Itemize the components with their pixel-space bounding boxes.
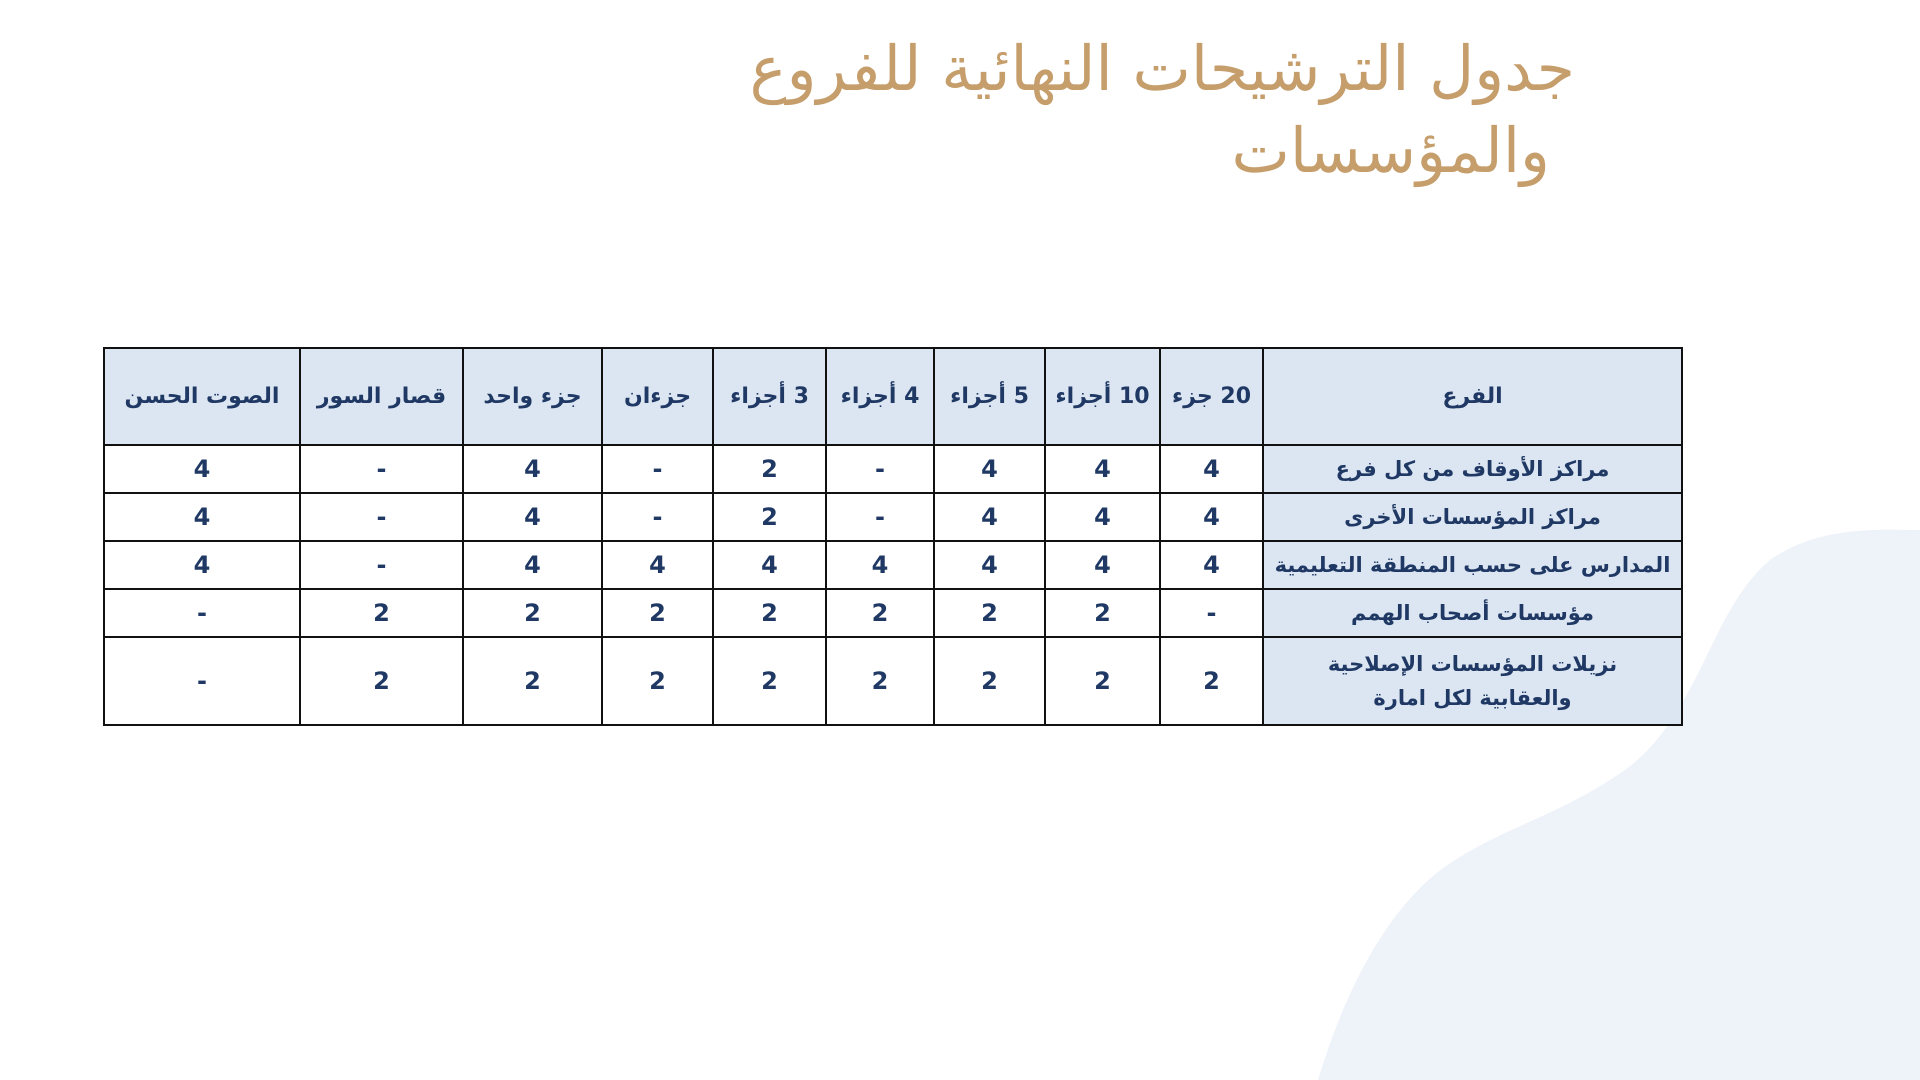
table-cell: 2 <box>300 637 463 725</box>
branch-label: مؤسسات أصحاب الهمم <box>1351 601 1594 625</box>
table-cell: - <box>300 493 463 541</box>
column-header-short-surahs: قصار السور <box>300 348 463 445</box>
table-cell: 4 <box>104 493 300 541</box>
column-header-branch: الفرع <box>1263 348 1682 445</box>
table-cell: 4 <box>463 493 602 541</box>
column-header-good-voice: الصوت الحسن <box>104 348 300 445</box>
table-cell: 2 <box>1045 637 1160 725</box>
table-row <box>104 637 1682 725</box>
branch-label: مراكز الأوقاف من كل فرع <box>1335 457 1610 481</box>
table-cell: 2 <box>713 445 826 493</box>
table-cell: 2 <box>602 637 713 725</box>
table-cell: 4 <box>104 445 300 493</box>
branch-label-line-1: نزيلات المؤسسات الإصلاحية <box>1327 652 1618 676</box>
table-cell: - <box>1160 589 1263 637</box>
page-title <box>675 28 1575 192</box>
table-cell: - <box>602 445 713 493</box>
table-cell: 4 <box>463 541 602 589</box>
table-cell-branch <box>1263 445 1682 493</box>
table-cell: - <box>300 541 463 589</box>
column-header-20-parts: 20 جزء <box>1160 348 1263 445</box>
table-row <box>104 493 1682 541</box>
table-cell: 2 <box>826 589 934 637</box>
table-cell: 2 <box>826 637 934 725</box>
table-cell: 4 <box>1045 493 1160 541</box>
table-cell: 4 <box>1045 541 1160 589</box>
column-header-5-parts: 5 أجزاء <box>934 348 1045 445</box>
table-cell: 4 <box>463 445 602 493</box>
table-cell: - <box>300 445 463 493</box>
table-header-row <box>104 348 1682 445</box>
table-cell: - <box>602 493 713 541</box>
table-cell: 2 <box>1160 637 1263 725</box>
branch-label: مراكز المؤسسات الأخرى <box>1344 505 1601 529</box>
table-cell: 4 <box>1045 445 1160 493</box>
page-title-line-1: جدول الترشيحات النهائية للفروع <box>749 32 1575 105</box>
table-cell: 2 <box>713 637 826 725</box>
table-cell: 4 <box>104 541 300 589</box>
table-cell: 2 <box>463 589 602 637</box>
table-cell: 2 <box>713 493 826 541</box>
table-cell: - <box>104 637 300 725</box>
table-cell-branch <box>1263 637 1682 725</box>
table-cell-branch <box>1263 493 1682 541</box>
table-cell: 4 <box>934 445 1045 493</box>
page-title-line-2: والمؤسسات <box>1231 114 1550 187</box>
column-header-10-parts: 10 أجزاء <box>1045 348 1160 445</box>
branch-label: المدارس على حسب المنطقة التعليمية <box>1274 553 1671 577</box>
table-cell-branch <box>1263 541 1682 589</box>
table-row <box>104 445 1682 493</box>
table-cell: 2 <box>934 589 1045 637</box>
table-cell: - <box>826 493 934 541</box>
table-cell: - <box>826 445 934 493</box>
table-cell: 4 <box>602 541 713 589</box>
table-cell: 4 <box>934 493 1045 541</box>
table-row <box>104 589 1682 637</box>
table-cell: - <box>104 589 300 637</box>
table-cell: 4 <box>934 541 1045 589</box>
table-cell: 4 <box>1160 445 1263 493</box>
column-header-1-part: جزء واحد <box>463 348 602 445</box>
table-cell: 2 <box>602 589 713 637</box>
column-header-2-parts: جزءان <box>602 348 713 445</box>
table-cell: 2 <box>463 637 602 725</box>
table-row <box>104 541 1682 589</box>
table-cell: 2 <box>300 589 463 637</box>
table-cell: 2 <box>713 589 826 637</box>
branch-label-line-2: والعقابية لكل امارة <box>1373 686 1572 710</box>
column-header-3-parts: 3 أجزاء <box>713 348 826 445</box>
table-cell-branch <box>1263 589 1682 637</box>
column-header-4-parts: 4 أجزاء <box>826 348 934 445</box>
nominations-table <box>103 347 1683 726</box>
table-cell: 4 <box>713 541 826 589</box>
table-cell: 2 <box>934 637 1045 725</box>
nominations-table-container <box>103 347 1681 726</box>
table-cell: 2 <box>1045 589 1160 637</box>
table-cell: 4 <box>1160 541 1263 589</box>
table-cell: 4 <box>1160 493 1263 541</box>
table-cell: 4 <box>826 541 934 589</box>
